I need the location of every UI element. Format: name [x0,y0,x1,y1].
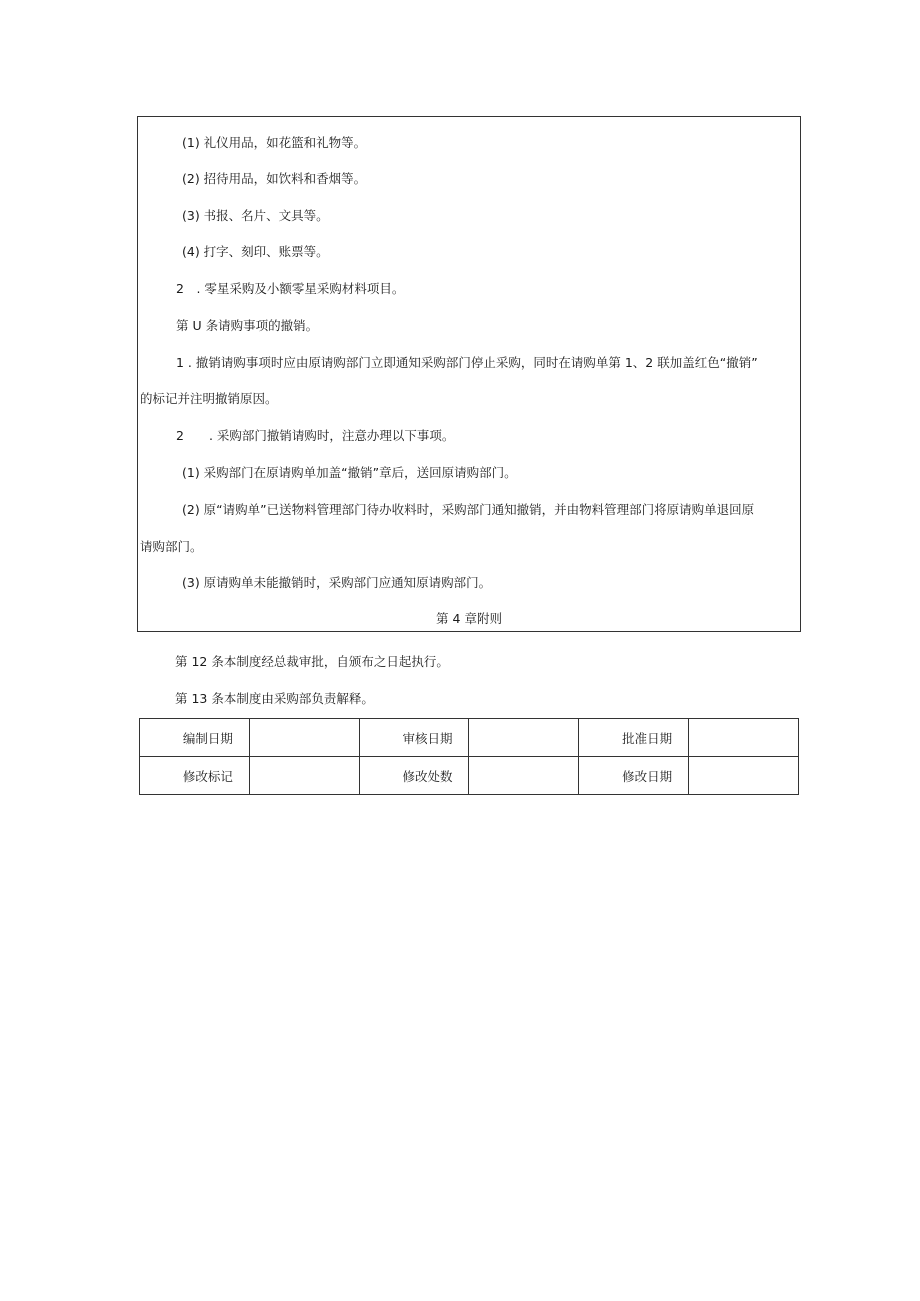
list-item: (3) 原请购单未能撤销时，采购部门应通知原请购部门。 [182,575,492,590]
list-item: 2 . 采购部门撤销请购时，注意办理以下事项。 [176,428,455,443]
revision-table [139,718,799,795]
paragraph: 1 . 撤销请购事项时应由原请购部门立即通知采购部门停止采购，同时在请购单第 1、2 联加盖红色“撤销” [176,355,758,370]
list-item: (3) 书报、名片、文具等。 [182,208,329,223]
table-row [140,757,799,795]
table-cell [469,719,579,757]
table-cell [469,757,579,795]
list-item: (2) 原“请购单”已送物料管理部门待办收料时，采购部门通知撤销，并由物料管理部门将原请购单退回原 [182,502,755,517]
table-cell [249,719,359,757]
chapter-title: 第 4 章附则 [436,611,502,626]
table-cell: 修改日期 [579,757,689,795]
article-heading: 第 U 条请购事项的撤销。 [176,318,319,333]
list-item: (1) 礼仪用品，如花篮和礼物等。 [182,135,367,150]
table-row [140,719,799,757]
article-12: 第 12 条本制度经总裁审批，自颁布之日起执行。 [175,654,449,669]
table-cell: 修改标记 [140,757,250,795]
list-item: 2 . 零星采购及小额零星采购材料项目。 [176,281,405,296]
list-item: (4) 打字、刻印、账票等。 [182,244,329,259]
table-cell [689,757,799,795]
table-cell: 编制日期 [140,719,250,757]
table-cell [249,757,359,795]
list-item: (1) 采购部门在原请购单加盖“撤销”章后，送回原请购部门。 [182,465,517,480]
list-item: (2) 招待用品，如饮料和香烟等。 [182,171,367,186]
content-box [137,116,801,632]
table-cell: 审核日期 [359,719,469,757]
table-cell: 修改处数 [359,757,469,795]
paragraph: 请购部门。 [140,539,203,554]
article-13: 第 13 条本制度由采购部负责解释。 [175,691,374,706]
table-cell [689,719,799,757]
paragraph: 的标记并注明撤销原因。 [140,391,278,406]
table-cell: 批准日期 [579,719,689,757]
